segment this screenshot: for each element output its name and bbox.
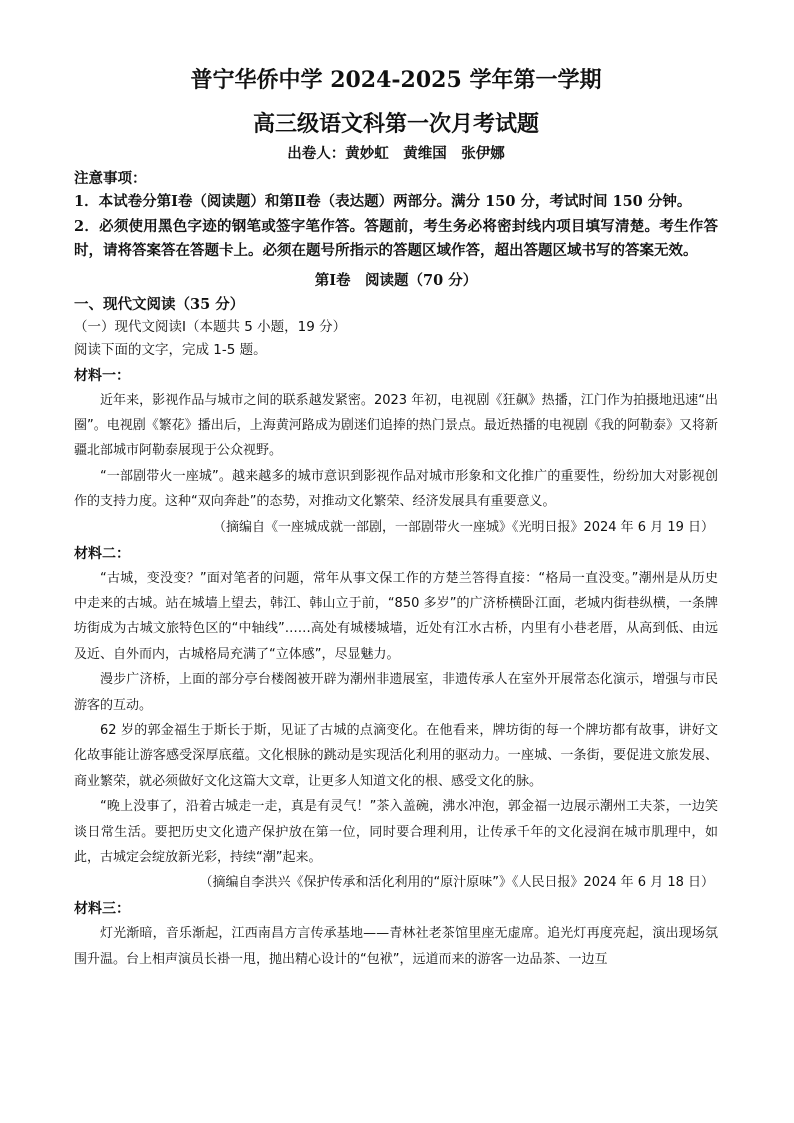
- school-title: 普宁华侨中学 2024-2025 学年第一学期: [190, 67, 602, 93]
- exam-title: 高三级语文科第一次月考试题: [252, 111, 539, 137]
- material3-paragraph: 灯光渐暗，音乐渐起，江西南昌方言传承基地——青林社老茶馆里座无虚席。追光灯再度亮起，演出现场氛围升温。台上相声演员长褂一甩，抛出精心设计的“包袱”，远道而来的游客一边品茶、一边互: [74, 926, 718, 967]
- notice-heading: 注意事项：: [74, 170, 147, 187]
- material2-paragraph: “古城，变没变？”面对笔者的问题，常年从事文保工作的方楚兰答得直接：“格局一直没变。”潮州是从历史中走来的古城。站在城墙上望去，韩江、韩山立于前，“850 多岁”的广济桥横卧江面，老城内街巷纵横，一条牌坊街成为古城文旅特色区的“中轴线”……高处有城楼城墙，近处有江水古桥，内里有小巷老厝，从高到低、由远及近、自外而内，古城格局充满了“立体感”，尽显魅力。: [74, 570, 718, 662]
- notice-item-1: 1．本试卷分第Ⅰ卷（阅读题）和第Ⅱ卷（表达题）两部分。满分 150 分，考试时间 150 分钟。: [74, 193, 692, 210]
- material1-paragraph: 近年来，影视作品与城市之间的联系越发紧密。2023 年初，电视剧《狂飙》热播，江门作为拍摄地迅速“出圈”。电视剧《繁花》播出后，上海黄河路成为剧迷们追捧的热门景点。最近热播的电视剧《我的阿勒泰》又将新疆北部城市阿勒泰展现于公众视野。: [74, 392, 718, 459]
- material2-heading: 材料二：: [74, 545, 130, 562]
- reading-instruction: 阅读下面的文字，完成 1-5 题。: [74, 341, 267, 358]
- part1-title: 第Ⅰ卷 阅读题（70 分）: [314, 271, 478, 289]
- material2-paragraph: 漫步广济桥，上面的部分亭台楼阁被开辟为潮州非遗展室，非遗传承人在室外开展常态化演示，增强与市民游客的互动。: [74, 672, 718, 713]
- notice-item-2: 2．必须使用黑色字迹的钢笔或签字笔作答。答题前，考生务必将密封线内项目填写清楚。考生作答时，请将答案答在答题卡上。必须在题号所指示的答题区域作答，超出答题区域书写的答案无效。: [74, 217, 718, 259]
- material3-heading: 材料三：: [74, 901, 130, 918]
- authors-line: 出卷人：黄妙虹 黄维国 张伊娜: [287, 145, 505, 162]
- subsection-heading: （一）现代文阅读Ⅰ（本题共 5 小题，19 分）: [74, 318, 347, 335]
- material1-source: （摘编自《一座城成就一部剧，一部剧带火一座城》《光明日报》2024 年 6 月 19 日）: [212, 519, 714, 535]
- material1-paragraph: “一部剧带火一座城”。越来越多的城市意识到影视作品对城市形象和文化推广的重要性，纷纷加大对影视创作的支持力度。这种“双向奔赴”的态势，对推动文化繁荣、经济发展具有重要意义。: [74, 468, 718, 510]
- material2-paragraph: 62 岁的郭金福生于斯长于斯，见证了古城的点滴变化。在他看来，牌坊街的每一个牌坊都有故事，讲好文化故事能让游客感受深厚底蕴。文化根脉的跳动是实现活化利用的驱动力。一座城、一条街，要促进文旅发展、商业繁荣，就必须做好文化这篇大文章，让更多人知道文化的根、感受文化的脉。: [74, 722, 718, 789]
- material2-paragraph: “晚上没事了，沿着古城走一走，真是有灵气！”茶入盖碗，沸水冲泡，郭金福一边展示潮州工夫茶，一边笑谈日常生活。要把历史文化遗产保护放在第一位，同时要合理利用，让传承千年的文化浸润在城市肌理中，如此，古城定会绽放新光彩，持续“潮”起来。: [74, 799, 718, 865]
- material2-source: （摘编自李洪兴《保护传承和活化利用的“原汁原味”》《人民日报》2024 年 6 月 18 日）: [199, 875, 714, 891]
- section1-heading: 一、现代文阅读（35 分）: [74, 295, 245, 313]
- material1-heading: 材料一：: [74, 367, 130, 384]
